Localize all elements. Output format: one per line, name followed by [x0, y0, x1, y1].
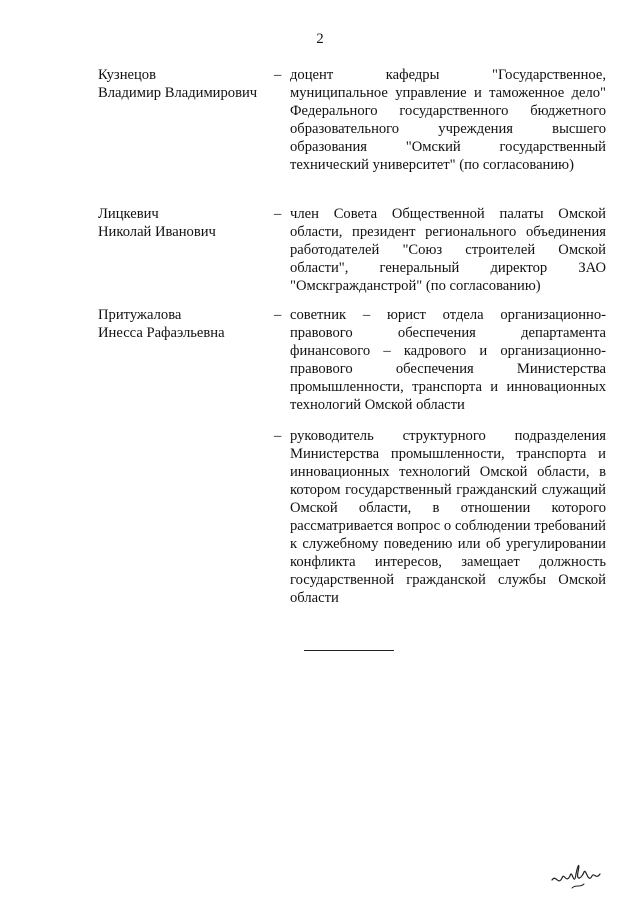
closing-divider: [304, 650, 394, 651]
page-number: 2: [316, 31, 324, 47]
member-dash: –: [274, 307, 282, 323]
member-dash: –: [274, 428, 282, 444]
member-dash: –: [274, 206, 282, 222]
member-name: Кузнецов Владимир Владимирович: [98, 67, 258, 101]
handwritten-initials: [548, 858, 604, 894]
member-description: руководитель структурного подразделения Министерства промышленности, транспорта и инновационных технологий Омской области, в котором государственный гражданский служащий Омской области, в отношении которого рассматривается вопрос о соблюдении требований к служебному поведению или об урегулировании конфликта интересов, замещает должность государственной гражданской службы Омской области: [290, 428, 606, 606]
member-dash: –: [274, 67, 282, 83]
member-name: Притужалова Инесса Рафаэльевна: [98, 307, 225, 341]
member-description: член Совета Общественной палаты Омской области, президент регионального объединения работодателей "Союз строителей Омской области", генеральный директор ЗАО "Омскгражданстрой" (по согласованию): [290, 206, 606, 294]
member-description: советник – юрист отдела организационно-правового обеспечения департамента финансового – кадрового и организационно-правового обеспечения Министерства промышленности, транспорта и инновационных технологий Омской области: [290, 307, 606, 413]
member-description: доцент кафедры "Государственное, муниципальное управление и таможенное дело" Федерального государственного бюджетного образовательного учреждения высшего образования "Омский государственный технический университет" (по согласованию): [290, 67, 606, 173]
member-name: Лицкевич Николай Иванович: [98, 206, 216, 240]
